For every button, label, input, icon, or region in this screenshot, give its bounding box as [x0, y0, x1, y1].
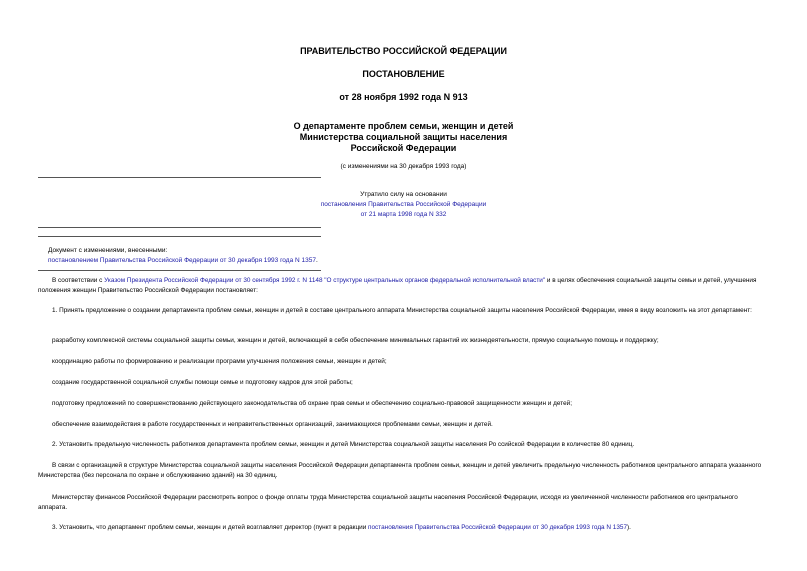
paragraph-duty-2: координацию работы по формированию и реализации программ улучшения положения семьи, женщин и детей; — [52, 358, 387, 365]
paragraph-staffing: В связи с организацией в структуре Министерства социальной защиты населения Российской Федерации департамента проблем семьи, женщин и детей увеличить предельную численность работников центрального аппарата указанного Министерства (без персонала по охране и обслуживанию зданий) на 30 единиц. — [38, 462, 762, 479]
title-line-1: О департаменте проблем семьи, женщин и детей — [293, 121, 514, 131]
paragraph-duty-5: обеспечение взаимодействия в работе государственных и неправительственных организаций, занимающихся проблемами семьи, женщин и детей. — [52, 421, 493, 428]
paragraph-duty-1: разработку комплексной системы социальной защиты семьи, женщин и детей, включающей в себя обеспечение минимальных гарантий их жизнедеятельности, прямую социальную помощь и поддержку; — [52, 337, 659, 344]
paragraph-3-text: 3. Установить, что департамент проблем семьи, женщин и детей возглавляет директор (пункт в редакции — [52, 524, 369, 531]
repeal-link-date[interactable]: от 21 марта 1998 года N 332 — [360, 211, 447, 218]
changes-link[interactable]: постановлением Правительства Российской Федерации от 30 декабря 1993 года N 1357 — [48, 257, 316, 264]
divider — [38, 177, 321, 178]
paragraph-2: 2. Установить предельную численность работников департамента проблем семьи, женщин и детей Министерства социальной защиты населения Ро ссийской Федерации в количестве 80 единиц. — [52, 441, 635, 448]
decree-link[interactable]: Указом Президента Российской Федерации от 30 сентября 1992 г. N 1148 "О структуре центральных органов федеральной исполнительной власти" — [104, 277, 546, 284]
amendments-note: (с изменениями на 30 декабря 1993 года) — [340, 163, 467, 170]
paragraph-duty-4: подготовку предложений по совершенствованию действующего законодательства об охране прав семьи и обеспечению социально-правовой защищенности женщин и детей; — [52, 400, 572, 407]
divider — [38, 227, 321, 228]
paragraph-3-tail: ). — [627, 524, 631, 531]
divider — [38, 270, 321, 271]
changes-label: Документ с изменениями, внесенными: — [48, 247, 168, 254]
document-date: от 28 ноября 1992 года N 913 — [339, 92, 468, 102]
title-line-2: Министерства социальной защиты населения — [299, 132, 508, 142]
changes-line — [48, 257, 318, 264]
preamble-text: В соответствии с — [52, 277, 105, 284]
paragraph-duty-3: создание государственной социальной службы помощи семье и подготовку кадров для этой работы; — [52, 379, 353, 386]
amendment-link[interactable]: постановления Правительства Российской Федерации от 30 декабря 1993 года N 1357 — [368, 524, 627, 531]
issuer-heading: ПРАВИТЕЛЬСТВО РОССИЙСКОЙ ФЕДЕРАЦИИ — [300, 46, 507, 56]
paragraph-1: 1. Принять предложение о создании департамента проблем семьи, женщин и детей в составе центрального аппарата Министерства социальной защиты населения Российской Федерации, имея в виду возложить на этот департамент: — [52, 307, 752, 314]
title-line-3: Российской Федерации — [350, 143, 457, 153]
paragraph-preamble — [38, 276, 768, 295]
paragraph-finance: Министерству финансов Российской Федерации рассмотреть вопрос о фонде оплаты труда Министерства социальной защиты населения Российской Федерации, исходя из увеличенной численности работников его центрального аппарата. — [38, 494, 738, 511]
repeal-note: Утратило силу на основании — [360, 191, 447, 198]
repeal-link[interactable]: постановления Правительства Российской Федерации — [320, 201, 487, 208]
divider — [38, 236, 321, 237]
document-type-heading: ПОСТАНОВЛЕНИЕ — [362, 69, 445, 79]
changes-tail: . — [315, 257, 318, 264]
paragraph-3 — [52, 523, 768, 533]
preamble-text-end: и в целях обеспечения социальной защиты семьи и детей, улучшения положения женщин Правительство Российской Федерации постановляет: — [38, 277, 757, 294]
